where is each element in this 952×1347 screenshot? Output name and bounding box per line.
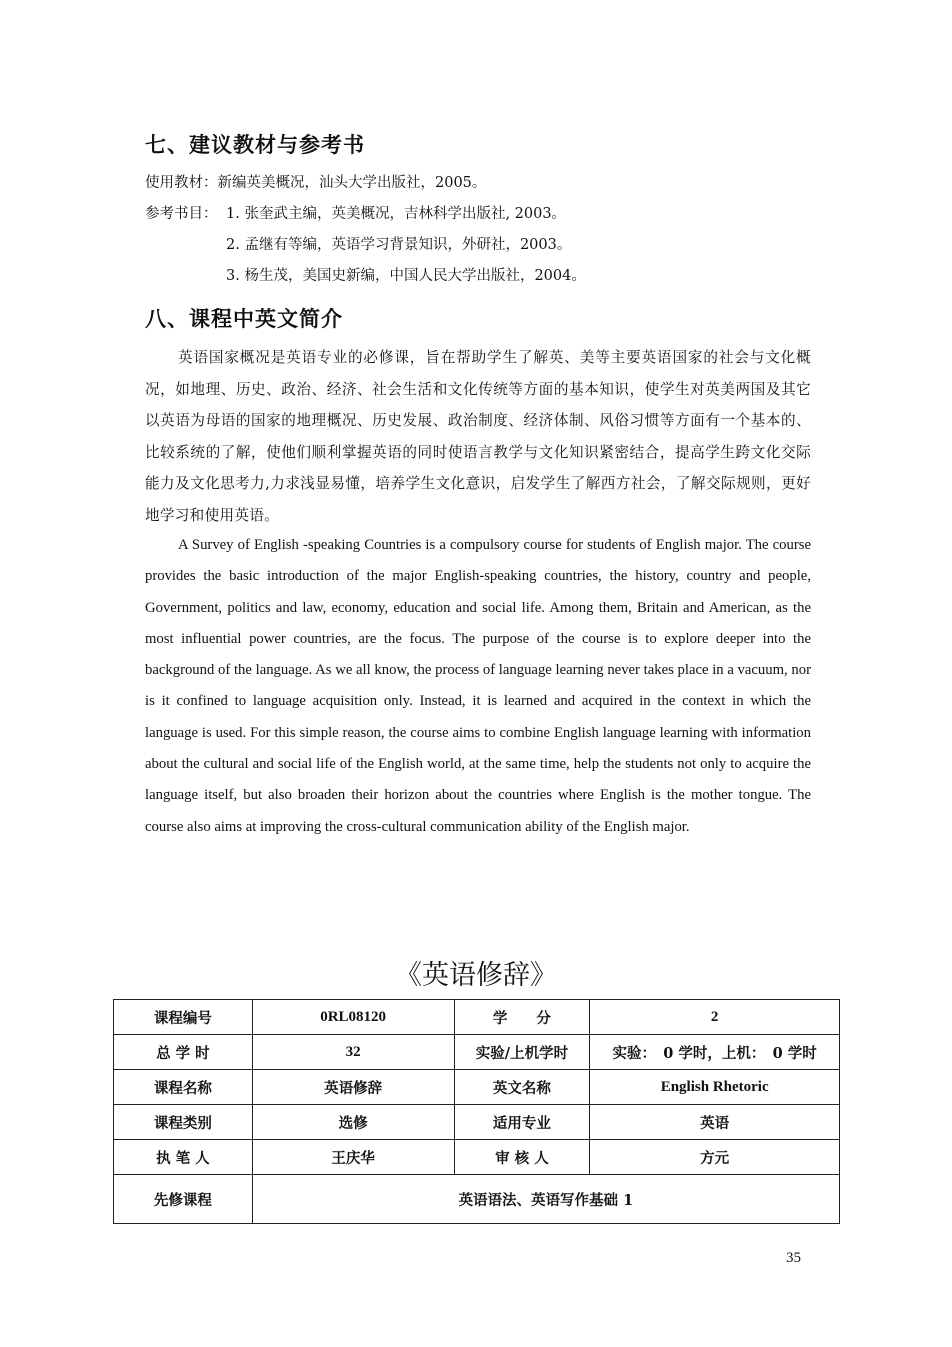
references-label: 参考书目： [145,206,218,222]
reference-item: 2. 孟继有等编，英语学习背景知识，外研社，2003。 [226,237,572,253]
reviewer-value: 方元 [590,1140,840,1175]
course-type-value: 选修 [252,1105,454,1140]
table-row [114,1035,840,1070]
course-title: 《英语修辞》 [395,960,557,991]
reviewer-label: 审 核 人 [454,1140,590,1175]
prerequisite-label: 先修课程 [114,1175,253,1224]
textbook-line: 使用教材：新编英美概况，汕头大学出版社，2005。 [145,175,487,191]
lab-hours-label: 实验/上机学时 [454,1035,590,1070]
section-8-heading: 八、课程中英文简介 [145,306,343,331]
english-name-value: English Rhetoric [590,1070,840,1105]
lab-hours-value: 实验： 0 学时，上机： 0 学时 [590,1035,840,1070]
author-label: 执 笔 人 [114,1140,253,1175]
total-hours-label: 总 学 时 [114,1035,253,1070]
reference-item: 1. 张奎武主编，英美概况，吉林科学出版社, 2003。 [226,206,567,222]
page-number: 35 [786,1250,801,1266]
total-hours-value: 32 [252,1035,454,1070]
section-7-heading: 七、建议教材与参考书 [145,132,365,157]
course-name-value: 英语修辞 [252,1070,454,1105]
table-row [114,1140,840,1175]
table-row [114,1000,840,1035]
major-label: 适用专业 [454,1105,590,1140]
credit-value: 2 [590,1000,840,1035]
english-introduction: A Survey of English -speaking Countries is a compulsory course for students of English major. The course provides the basic introduction of the major English-speaking countries, the history, country and people, Government, politics and law, economy, education and social life. Among them, Britain and American, as the most influential power countries, are the focus. The purpose of the course is to explore deeper into the background of the language. As we all know, the process of language learning never takes place in a vacuum, nor is it confined to language acquisition only. Instead, it is learned and acquired in the context in which the language is used. For this simple reason, the course aims to combine English language learning with information about the cultural and social life of the English world, at the same time, help the students not only to acquire the language itself, but also broaden their horizon about the countries where English is the mother tongue. The course also aims at improving the cross-cultural communication ability of the English major. [145,537,811,835]
table-row [114,1105,840,1140]
course-name-label: 课程名称 [114,1070,253,1105]
credit-label: 学 分 [454,1000,590,1035]
course-type-label: 课程类别 [114,1105,253,1140]
major-value: 英语 [590,1105,840,1140]
course-info-table [113,999,840,1224]
english-name-label: 英文名称 [454,1070,590,1105]
table-row [114,1070,840,1105]
course-code-value: 0RL08120 [252,1000,454,1035]
reference-item: 3. 杨生茂，美国史新编，中国人民大学出版社，2004。 [226,268,586,284]
prerequisite-value: 英语语法、英语写作基础 1 [252,1175,839,1224]
table-row [114,1175,840,1224]
course-code-label: 课程编号 [114,1000,253,1035]
author-value: 王庆华 [252,1140,454,1175]
chinese-introduction: 英语国家概况是英语专业的必修课，旨在帮助学生了解英、美等主要英语国家的社会与文化概况，如地理、历史、政治、经济、社会生活和文化传统等方面的基本知识，使学生对英美两国及其它以英语为母语的国家的地理概况、历史发展、政治制度、经济体制、风俗习惯等方面有一个基本的、比较系统的了解，使他们顺利掌握英语的同时使语言教学与文化知识紧密结合，提高学生跨文化交际能力及文化思考力,力求浅显易懂，培养学生文化意识，启发学生了解西方社会，了解交际规则，更好地学习和使用英语。 [145,349,811,524]
